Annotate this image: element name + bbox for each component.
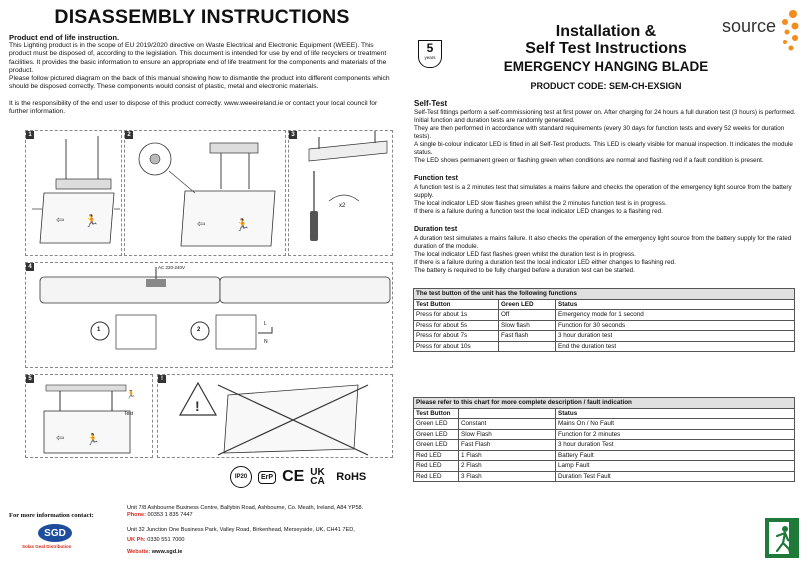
table-header: Status xyxy=(556,408,795,419)
screwdriver-diagram xyxy=(289,131,392,255)
duration-para-1: A duration test simulates a mains failure. It also checks the operation of the emergency light source from the battery supply for the rated duration of the module. xyxy=(414,235,792,250)
table-caption: Please refer to this chart for more complete description / fault indication xyxy=(414,398,795,409)
table-cell: Red LED xyxy=(414,471,459,482)
wiring-diagram xyxy=(26,263,392,367)
repeat-count: x2 xyxy=(339,203,346,209)
table-cell: Press for about 7s xyxy=(414,331,499,342)
table-row xyxy=(414,419,795,430)
table-row xyxy=(414,331,795,342)
sgd-logo: SGD xyxy=(38,524,72,542)
table-row xyxy=(414,320,795,331)
svg-text:⇦: ⇦ xyxy=(56,433,65,444)
table-cell: Press for about 5s xyxy=(414,320,499,331)
svg-text:🏃: 🏃 xyxy=(126,390,136,399)
diagram-panel-5 xyxy=(25,374,153,458)
table-cell: Emergency mode for 1 second xyxy=(556,310,795,321)
svg-text:⇦: ⇦ xyxy=(56,215,65,226)
title-line-1: Installation & xyxy=(555,23,657,40)
diagram-panel-warning xyxy=(157,374,393,458)
function-para-1: A function test is a 2 minutes test that simulates a mains failure and checks the operation of the emergency light source from the battery supply. xyxy=(414,184,792,199)
panel-number: 4 xyxy=(26,263,34,271)
svg-text:!: ! xyxy=(195,398,200,414)
table-cell: Off xyxy=(499,310,556,321)
contact-address-ireland: Unit 7/8 Ashbourne Business Centre, Ballybin Road, Ashbourne, Co. Meath, Ireland, A84 YP58. xyxy=(127,505,364,511)
table-cell: End the duration test xyxy=(556,341,795,352)
table-cell: Red LED xyxy=(414,461,459,472)
table-cell: Fast Flash xyxy=(459,440,556,451)
table-row xyxy=(414,450,795,461)
eol-heading: Product end of life instruction. xyxy=(9,33,120,42)
title-line-2: Self Test Instructions xyxy=(525,40,687,57)
table-cell: Green LED xyxy=(414,440,459,451)
diagram-panel-1 xyxy=(25,130,122,256)
table-cell: Function for 2 minutes xyxy=(556,429,795,440)
selftest-heading: Self-Test xyxy=(414,99,448,108)
panel-number: 1 xyxy=(26,131,34,139)
table-cell: Function for 30 seconds xyxy=(556,320,795,331)
table-cell: 3 hour duration Test xyxy=(556,440,795,451)
ce-mark-icon: CE xyxy=(282,468,305,485)
step-1-label: 1 xyxy=(97,327,101,333)
ip20-icon: IP20 xyxy=(230,466,252,488)
contact-website xyxy=(127,549,182,556)
function-para-3: If there is a failure during a function test the local indicator LED changes to a flashing red. xyxy=(414,208,663,215)
table-row xyxy=(414,461,795,472)
eol-paragraph-3: It is the responsibility of the end user to dispose of this product correctly. www.weeeireland.ie or contact your local council for further information. xyxy=(9,100,378,116)
table-cell: Red LED xyxy=(414,450,459,461)
live-label: L xyxy=(264,321,267,327)
warranty-years: 5 xyxy=(426,41,434,55)
table-header: Test Button xyxy=(414,408,459,419)
diagram-panel-3 xyxy=(288,130,393,256)
emergency-exit-icon xyxy=(765,518,799,558)
table-cell: 1 Flash xyxy=(459,450,556,461)
selftest-para-3: A single bi-colour indicator LED is fitted in all Self-Test products. This LED is clearly visible for manual inspection. It indicates the module status. xyxy=(414,141,793,156)
source-logo-dots-icon xyxy=(775,8,801,54)
table-cell: Fast flash xyxy=(499,331,556,342)
duration-para-3: If there is a failure during a duration test the local indicator LED either changes to flashing red. xyxy=(414,259,676,266)
table-row xyxy=(414,471,795,482)
product-code: PRODUCT CODE: SEM-CH-EXSIGN xyxy=(530,81,682,91)
certification-marks xyxy=(230,464,390,490)
table-row xyxy=(414,429,795,440)
selftest-para-4: The LED shows permanent green or flashing green when conditions are normal and flashing red if a fault condition is present. xyxy=(414,157,764,164)
duration-para-4: The battery is required to be fully charged before a duration test can be started. xyxy=(414,267,635,274)
svg-text:⇦: ⇦ xyxy=(197,219,206,230)
contact-label: For more information contact: xyxy=(9,512,94,519)
table-header: Status xyxy=(556,299,795,310)
svg-text:🏃: 🏃 xyxy=(84,214,99,228)
table-cell: Press for about 1s xyxy=(414,310,499,321)
source-logo: source xyxy=(722,16,777,36)
website-link[interactable]: www.sgd.ie xyxy=(151,549,183,555)
selftest-para-2: They are then performed in accordance with standard requirements (every 30 days for function tests and every 52 weeks for duration tests). xyxy=(414,125,785,140)
warranty-word: years xyxy=(424,55,436,60)
svg-text:🏃: 🏃 xyxy=(235,218,250,232)
erp-icon: ErP xyxy=(258,471,276,484)
panel-number: 3 xyxy=(289,131,297,139)
test-label: Test xyxy=(124,411,134,417)
fixing-detail-diagram xyxy=(125,131,285,255)
function-test-heading: Function test xyxy=(414,175,458,182)
rohs-mark-icon: RoHS xyxy=(336,471,367,483)
step-2-label: 2 xyxy=(197,327,201,333)
table-cell: Press for about 10s xyxy=(414,341,499,352)
eol-paragraph-2: Please follow pictured diagram on the back of this manual showing how to dismantle the product into different components which should be disposed correctly. These components would consist of plastic, metal and electronic materials. xyxy=(9,75,390,91)
diagram-panel-4 xyxy=(25,262,393,368)
uk-phone-value[interactable]: 0330 551 7000 xyxy=(147,537,185,543)
hanging-sign-diagram xyxy=(26,131,121,255)
table-cell: Slow Flash xyxy=(459,429,556,440)
table-caption: The test button of the unit has the following functions xyxy=(414,289,795,300)
svg-text:🏃: 🏃 xyxy=(86,434,100,446)
panel-number: 5 xyxy=(26,375,34,383)
table-cell: Mains On / No Fault xyxy=(556,419,795,430)
disassembly-title: DISASSEMBLY INSTRUCTIONS xyxy=(54,6,350,28)
duration-para-2: The local indicator LED fast flashes green whilst the duration test is in progress. xyxy=(414,251,636,258)
ukca-mark-icon: UK CA xyxy=(310,467,325,487)
table-cell: Green LED xyxy=(414,429,459,440)
phone-value[interactable]: 00353 1 835 7447 xyxy=(147,512,193,518)
diagram-panel-2 xyxy=(124,130,286,256)
test-button-table xyxy=(413,288,795,352)
table-cell: Lamp Fault xyxy=(556,461,795,472)
neutral-label: N xyxy=(264,339,268,345)
sgd-logo-subtitle: Solas Geal Distribution xyxy=(22,544,72,549)
table-cell xyxy=(499,341,556,352)
table-header: Green LED xyxy=(499,299,556,310)
warning-diagram xyxy=(158,375,392,457)
title-line-3: EMERGENCY HANGING BLADE xyxy=(503,59,709,74)
duration-test-heading: Duration test xyxy=(414,226,458,233)
voltage-label: AC 220-240V xyxy=(158,265,186,270)
eol-paragraph-1: This Lighting product is in the scope of EU 2019/2020 directive on Waste Electrical and Electronic Equipment (WEEE). This product must be disposed of, according to the legislation. This document is intended for use by end of life recyclers or treatment facilities. It provides the basic information to ensure an appropriate end of life treatment for the components and materials of the product. xyxy=(9,42,387,74)
table-cell: 3 hour duration test xyxy=(556,331,795,342)
contact-phone-uk xyxy=(127,537,185,544)
phone-label: Phone: xyxy=(127,512,146,518)
table-row xyxy=(414,341,795,352)
table-header: Test Button xyxy=(414,299,499,310)
panel-number: ! xyxy=(158,375,166,383)
table-cell: 2 Flash xyxy=(459,461,556,472)
contact-address-uk: Unit 32 Junction One Business Park, Valley Road, Birkenhead, Merseyside, UK, CH41 7ED, xyxy=(127,527,355,533)
table-header xyxy=(459,408,556,419)
uk-phone-label: UK Ph: xyxy=(127,537,146,543)
selftest-para-1: Self-Test fittings perform a self-commissioning test at first power on. After charging for 24 hours a full duration test (3 hours) is performed. Initial function and duration tests are randomly generated. xyxy=(414,109,796,124)
table-cell: Battery Fault xyxy=(556,450,795,461)
table-cell: Constant xyxy=(459,419,556,430)
table-cell: Green LED xyxy=(414,419,459,430)
table-row xyxy=(414,440,795,451)
fault-indication-table xyxy=(413,397,795,482)
table-row xyxy=(414,310,795,321)
panel-number: 2 xyxy=(125,131,133,139)
table-cell: 3 Flash xyxy=(459,471,556,482)
table-cell: Duration Test Fault xyxy=(556,471,795,482)
contact-phone-ireland xyxy=(127,512,193,519)
function-para-2: The local indicator LED slow flashes green whilst the 2 minutes function test is in progress. xyxy=(414,200,667,207)
website-label: Website: xyxy=(127,549,151,555)
table-cell: Slow flash xyxy=(499,320,556,331)
